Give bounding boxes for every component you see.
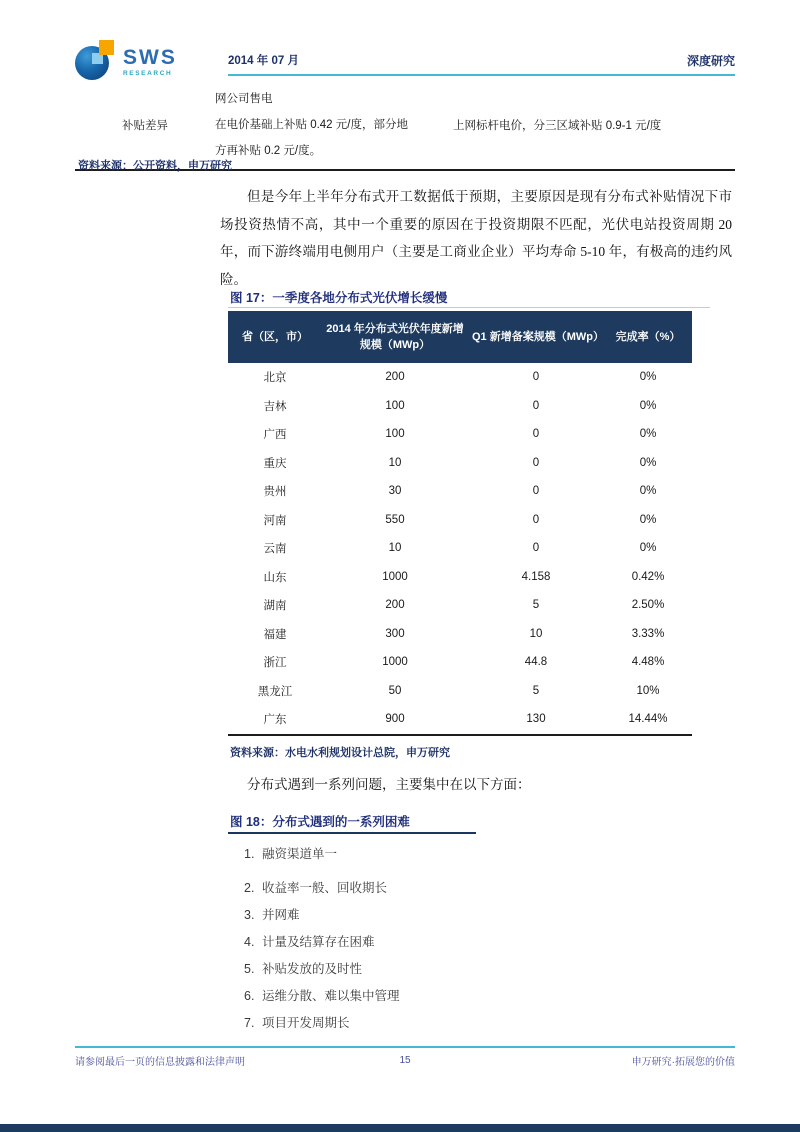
table-cell: 黑龙江 [257, 685, 293, 698]
table-cell: 30 [388, 485, 402, 498]
difficulty-list [244, 841, 564, 1037]
table-cell: 550 [385, 513, 405, 526]
list-item-number: 6. [244, 989, 255, 1003]
subsidy-cell-line: 方再补贴 0.2 元/度。 [215, 145, 322, 157]
table-cell: 重庆 [263, 457, 287, 470]
table-cell: 0 [532, 428, 540, 441]
table-header-row [228, 311, 692, 363]
table-cell: 100 [385, 399, 405, 412]
table-row [228, 677, 692, 706]
logo-research-text: RESEARCH [123, 70, 173, 77]
list-item-number: 2. [244, 881, 255, 895]
table-row [228, 705, 692, 734]
list-item [244, 929, 564, 956]
table-cell: 0 [532, 485, 540, 498]
table-cell: 0.42% [631, 570, 665, 583]
table-cell: 200 [385, 371, 405, 384]
table-cell: 0 [532, 542, 540, 555]
footer [75, 1053, 735, 1068]
list-item-number: 4. [244, 935, 255, 949]
figure17-data-table [228, 311, 692, 736]
table-cell: 900 [385, 713, 405, 726]
table-cell: 2.50% [631, 599, 665, 612]
source-note-2: 资料来源：水电水利规划设计总院，申万研究 [230, 747, 450, 759]
table-cell: 0% [639, 428, 657, 441]
list-item [244, 956, 564, 983]
list-item-number: 7. [244, 1016, 255, 1030]
table-row [228, 363, 692, 392]
table-cell: 0% [639, 456, 657, 469]
table-cell: 0 [532, 371, 540, 384]
table-row [228, 506, 692, 535]
table-row [228, 392, 692, 421]
subsidy-cell-line: 网公司售电 [215, 93, 273, 105]
table-cell: 50 [388, 684, 402, 697]
table-cell: 0 [532, 513, 540, 526]
header-divider [228, 74, 735, 76]
table-cell: 广东 [263, 714, 287, 727]
list-item [244, 875, 564, 902]
list-item-number: 5. [244, 962, 255, 976]
subsidy-row-label: 补贴差异 [122, 120, 168, 132]
table-row [228, 534, 692, 563]
list-item-text: 运维分散、难以集中管理 [262, 989, 400, 1003]
list-item-text: 计量及结算存在困难 [262, 935, 375, 949]
table-cell: 湖南 [263, 600, 287, 613]
list-item [244, 902, 564, 929]
figure17-title: 图 17：一季度各地分布式光伏增长缓慢 [230, 291, 448, 305]
table-cell: 4.48% [631, 656, 665, 669]
table-cell: 河南 [263, 514, 287, 527]
table-row [228, 477, 692, 506]
table-cell: 5 [532, 684, 540, 697]
report-type-label: 深度研究 [686, 54, 735, 68]
list-item [244, 983, 564, 1010]
table-cell: 北京 [263, 372, 287, 385]
table-header-cell: 省（区，市） [242, 331, 308, 343]
table-row [228, 449, 692, 478]
bottom-page-bar [0, 1124, 800, 1132]
sws-logo-icon [75, 40, 115, 82]
table-row [228, 620, 692, 649]
figure17-title-underline [228, 307, 710, 308]
table-cell: 100 [385, 428, 405, 441]
page-number: 15 [399, 1055, 411, 1066]
table-cell: 10 [529, 627, 543, 640]
table-cell: 4.158 [521, 570, 551, 583]
table-header-cell: 2014 年分布式光伏年度新增规模（MWp） [326, 323, 464, 351]
table-cell: 10% [636, 684, 660, 697]
table-header-cell: 完成率（%） [615, 331, 681, 343]
table-cell: 0% [639, 371, 657, 384]
table-cell: 0 [532, 456, 540, 469]
list-item [244, 1010, 564, 1037]
list-item-text: 补贴发放的及时性 [262, 962, 363, 976]
table-cell: 1000 [382, 656, 408, 669]
figure18-title: 图 18：分布式遇到的一系列困难 [230, 815, 410, 829]
logo-text [123, 40, 177, 77]
subsidy-cell-line: 在电价基础上补贴 0.42 元/度，部分地 [215, 119, 408, 131]
footer-divider [75, 1046, 735, 1048]
list-item-text: 项目开发周期长 [262, 1016, 350, 1030]
table-cell: 福建 [263, 628, 287, 641]
body-paragraph-1: 但是今年上半年分布式开工数据低于预期，主要原因是现有分布式补贴情况下市场投资热情不高，其中一个重要的原因在于投资期限不匹配，光伏电站投资周期 20 年，而下游终端用电侧用户（主要是工商业企业）平均寿命 5-10 年，有极高的违约风险。 [220, 189, 732, 287]
table-row [228, 563, 692, 592]
table-cell: 云南 [263, 543, 287, 556]
table-row [228, 420, 692, 449]
footer-disclaimer: 请参阅最后一页的信息披露和法律声明 [75, 1057, 245, 1068]
figure18-title-underline [228, 832, 476, 834]
table-cell: 200 [385, 599, 405, 612]
table-cell: 0 [532, 399, 540, 412]
subsidy-distributed-cell [215, 86, 447, 164]
list-item-text: 并网难 [262, 908, 300, 922]
table-cell: 贵州 [263, 486, 287, 499]
table-header-cell: Q1 新增备案规模（MWp） [472, 331, 604, 343]
logo-orange-cube-icon [99, 40, 114, 55]
list-item-number: 3. [244, 908, 255, 922]
table-cell: 3.33% [631, 627, 665, 640]
table-cell: 130 [526, 713, 546, 726]
table-cell: 300 [385, 627, 405, 640]
sws-logo [75, 40, 177, 82]
report-date: 2014 年 07 月 [228, 55, 299, 67]
table-cell: 14.44% [628, 713, 668, 726]
table-cell: 10 [388, 456, 402, 469]
list-item [244, 841, 564, 868]
body-paragraph-2: 分布式遇到一系列问题，主要集中在以下方面： [247, 777, 531, 792]
table-cell: 10 [388, 542, 402, 555]
source-note-1: 资料来源：公开资料，申万研究 [78, 160, 232, 172]
table-cell: 0% [639, 485, 657, 498]
table-cell: 广西 [263, 429, 287, 442]
table-cell: 44.8 [524, 656, 548, 669]
table-cell: 5 [532, 599, 540, 612]
table-cell: 山东 [263, 571, 287, 584]
footer-slogan: 申万研究·拓展您的价值 [631, 1057, 735, 1068]
table-row [228, 591, 692, 620]
table-cell: 浙江 [263, 657, 287, 670]
table-cell: 0% [639, 542, 657, 555]
table-cell: 0% [639, 399, 657, 412]
subsidy-station-cell: 上网标杆电价，分三区域补贴 0.9-1 元/度 [453, 120, 662, 132]
table-row [228, 648, 692, 677]
logo-sws-text: SWS [123, 46, 177, 69]
table-cell: 1000 [382, 570, 408, 583]
list-item-number: 1. [244, 847, 255, 861]
table-cell: 0% [639, 513, 657, 526]
list-item-text: 融资渠道单一 [262, 847, 338, 861]
list-item-text: 收益率一般、回收期长 [262, 881, 388, 895]
table-cell: 吉林 [263, 400, 287, 413]
